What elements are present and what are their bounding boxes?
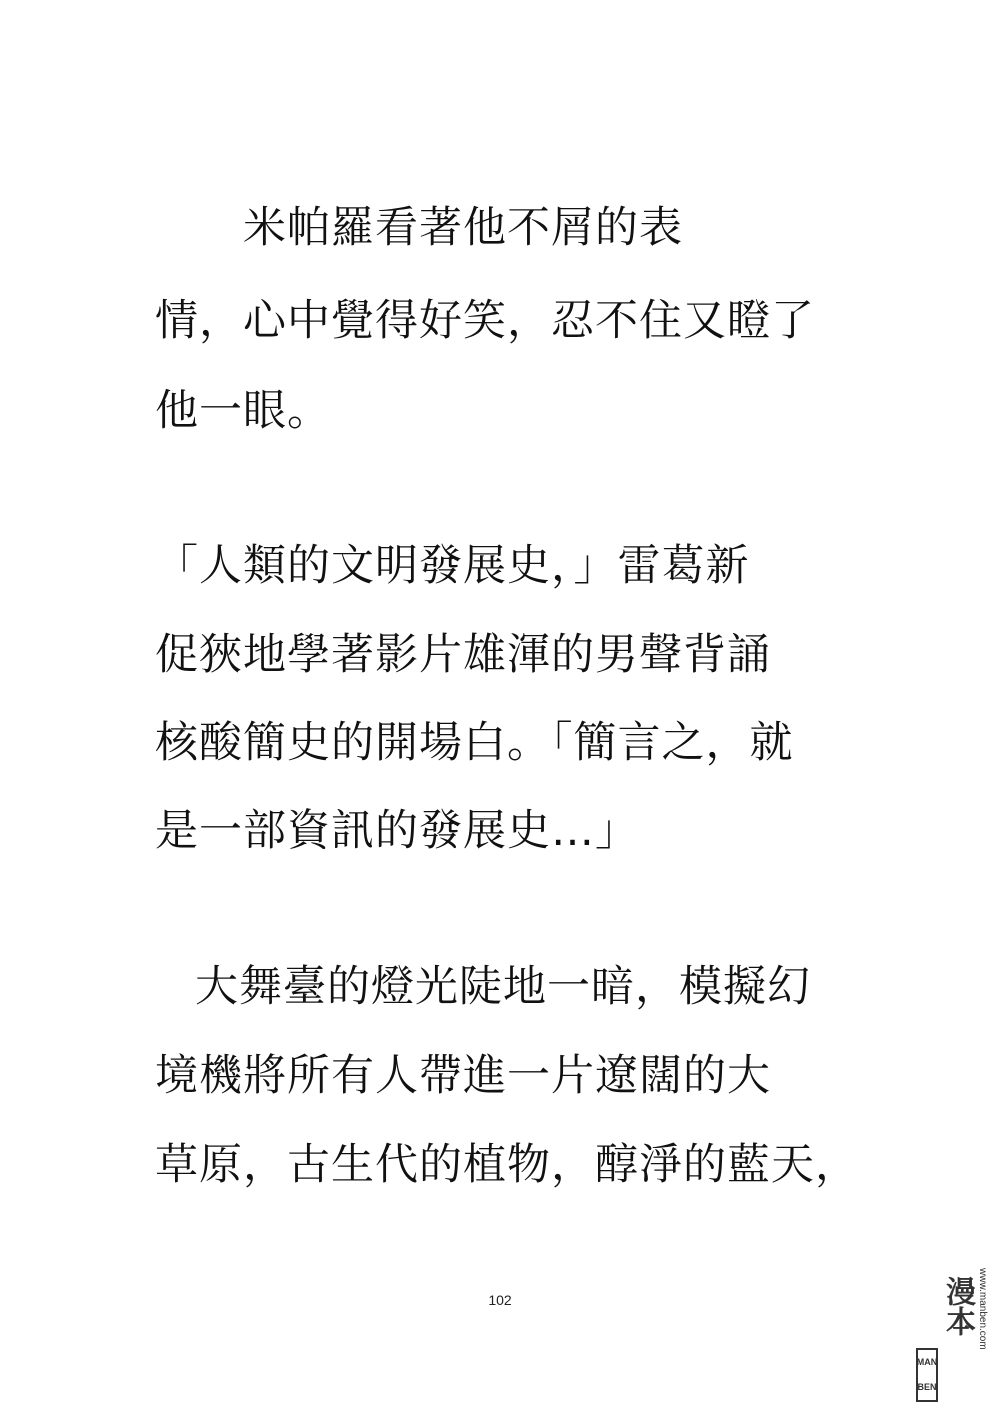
text-line: 核酸簡史的開場白。「簡言之，就 [155, 718, 794, 768]
watermark-box-top: MAN [916, 1357, 938, 1367]
watermark-url: www.manben.com [977, 1268, 988, 1350]
watermark-logo [914, 1268, 992, 1406]
text-line: 是一部資訊的發展史…」 [155, 806, 639, 856]
watermark-glyphs: 漫本 [940, 1276, 975, 1336]
text-line: 「人類的文明發展史，」雷葛新 [155, 541, 750, 591]
text-line: 促狹地學著影片雄渾的男聲背誦 [155, 630, 771, 680]
text-line: 大舞臺的燈光陡地一暗，模擬幻 [195, 962, 811, 1012]
text-line: 他一眼。 [155, 386, 331, 436]
page-number: 102 [488, 1292, 512, 1308]
text-line: 草原，古生代的植物，醇淨的藍天， [155, 1140, 859, 1190]
watermark-box [916, 1348, 938, 1402]
watermark-box-bottom: BEN [917, 1382, 937, 1392]
text-line: 米帕羅看著他不屑的表 [155, 203, 683, 253]
text-line: 情，心中覺得好笑，忍不住又瞪了 [155, 296, 815, 346]
text-line: 境機將所有人帶進一片遼闊的大 [155, 1051, 771, 1101]
